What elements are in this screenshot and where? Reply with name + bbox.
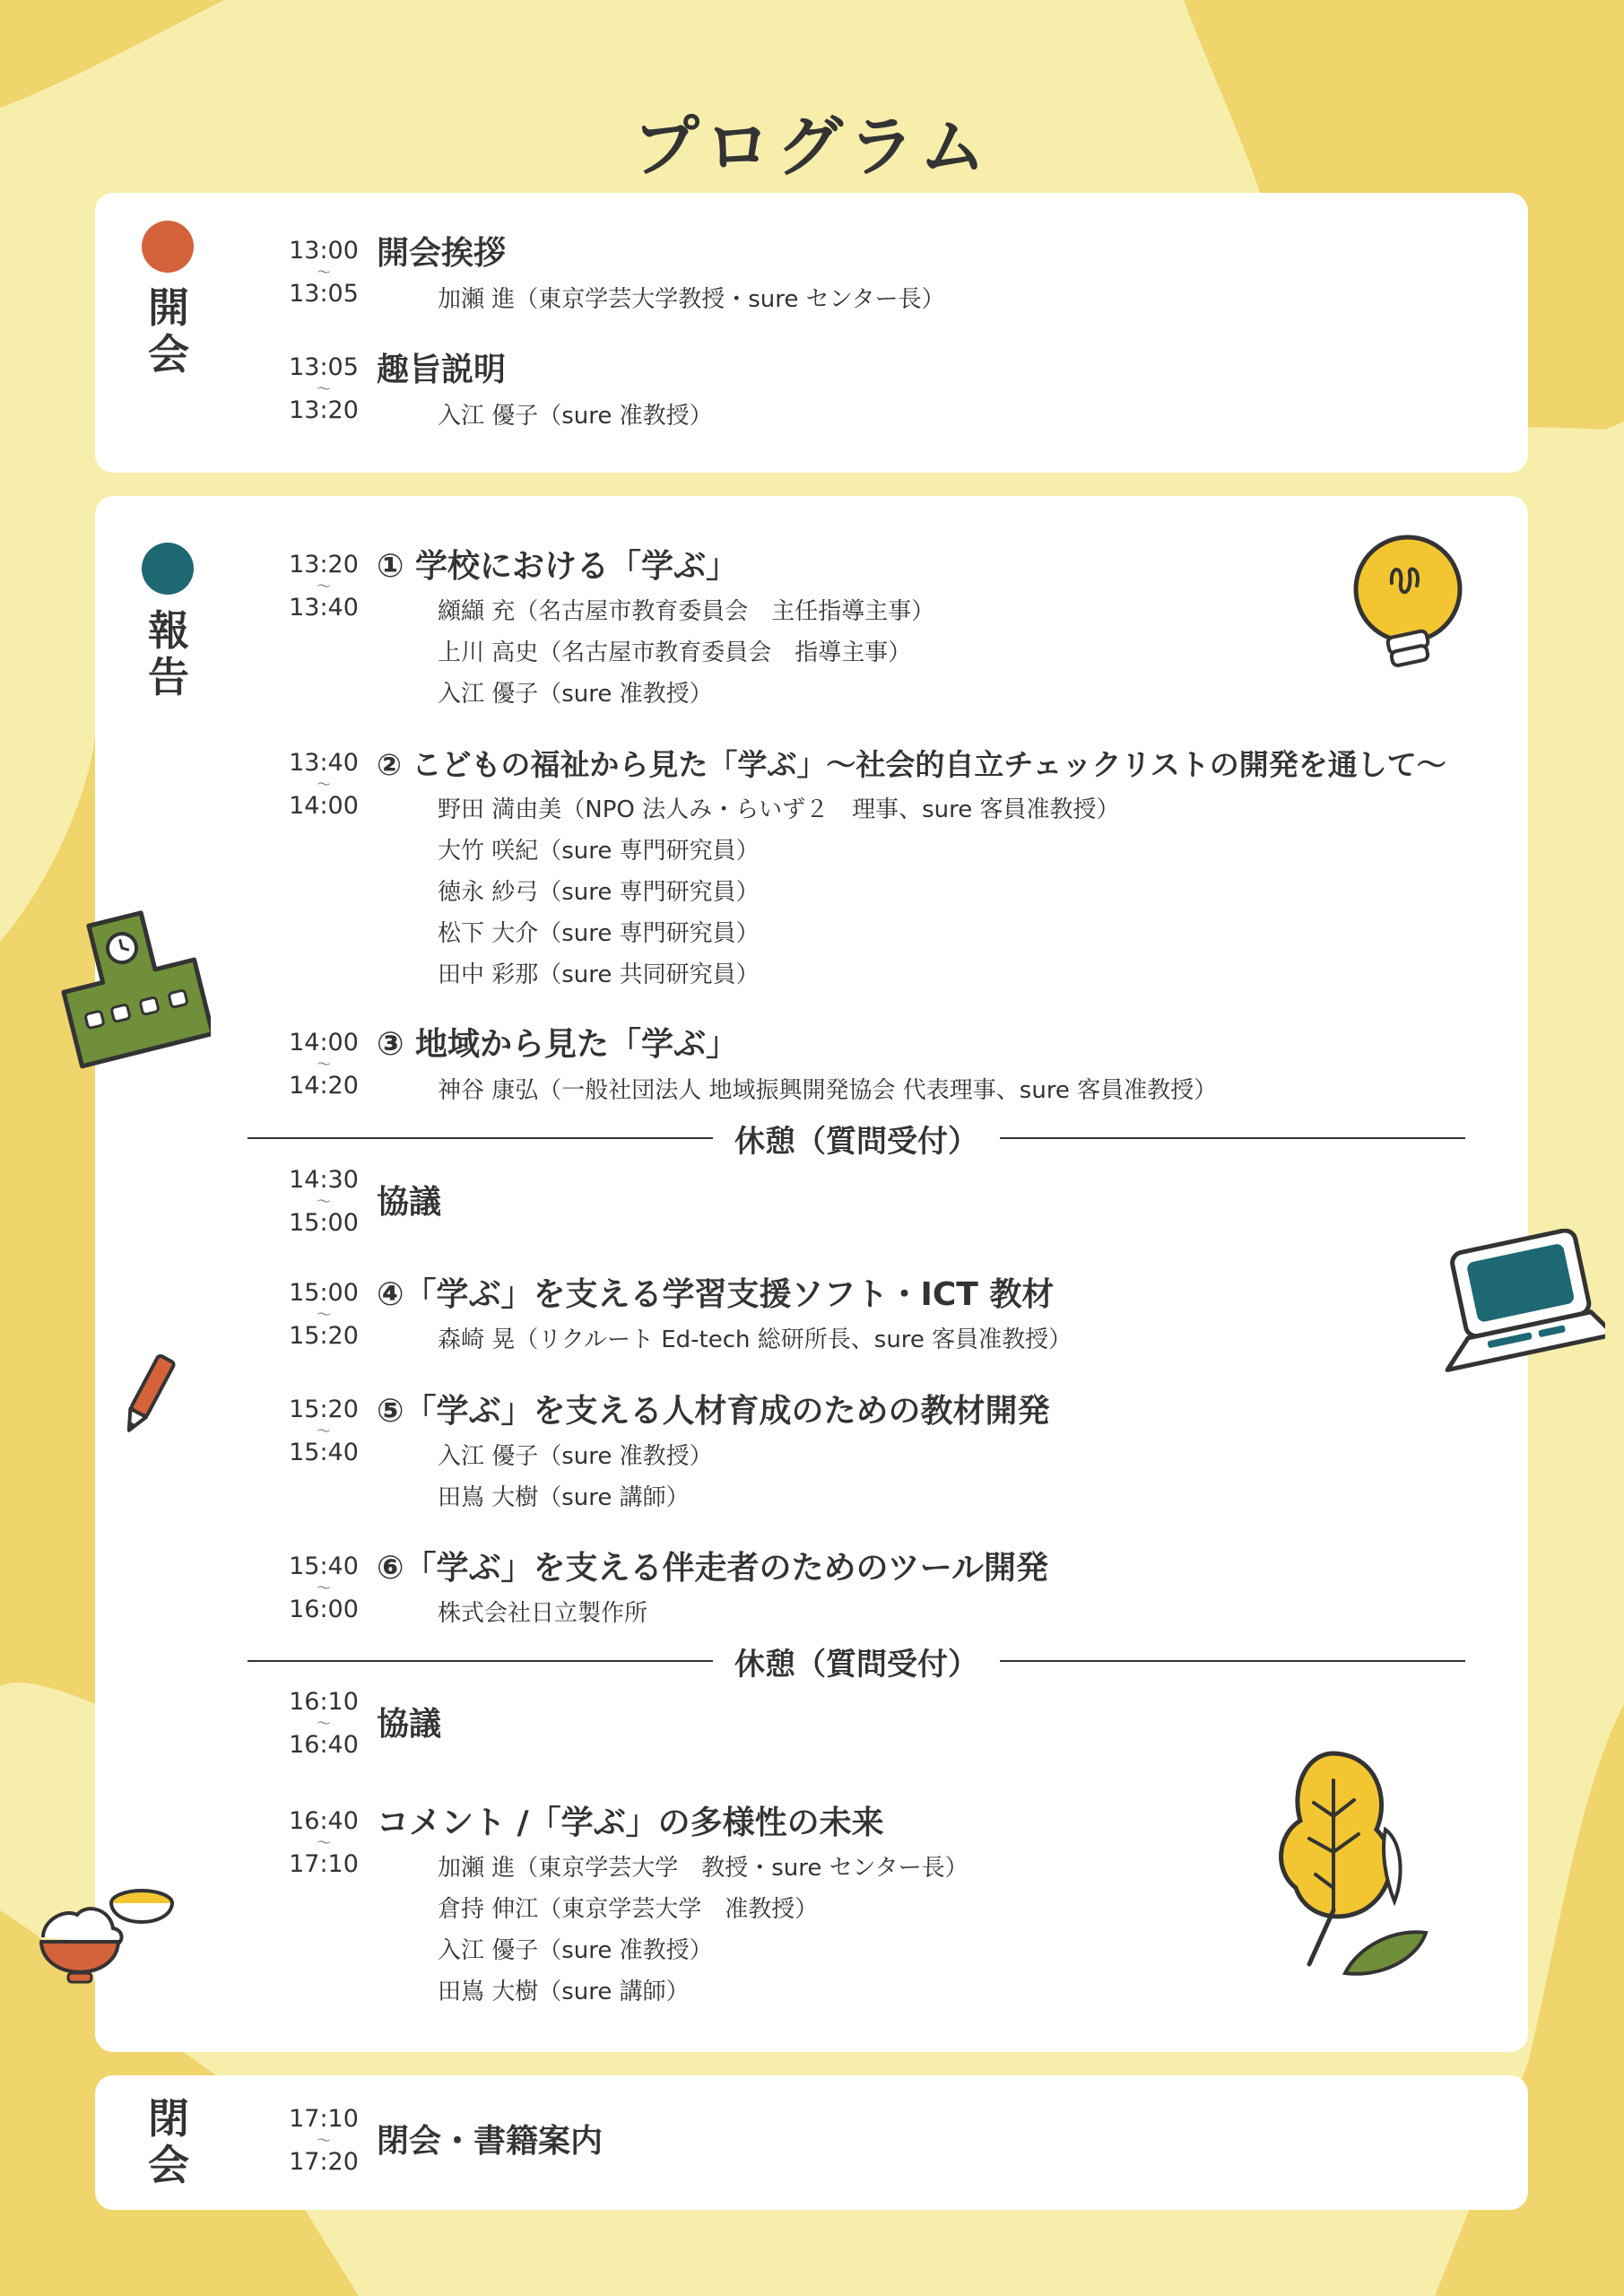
agenda-title: ① 学校における「学ぶ」 — [377, 548, 739, 585]
rice-bowls-icon — [34, 1874, 178, 1991]
speaker: 株式会社日立製作所 — [438, 1600, 648, 1627]
speaker: 大竹 咲紀（sure 専門研究員） — [438, 838, 760, 865]
time-range: 15:00 〜 15:20 — [289, 1279, 359, 1350]
time-range: 16:10 〜 16:40 — [289, 1688, 359, 1759]
agenda-title: コメント /「学ぶ」の多様性の未来 — [377, 1805, 884, 1841]
speaker: 森崎 晃（リクルート Ed-tech 総研所長、sure 客員准教授） — [438, 1326, 1073, 1353]
speaker: 入江 優子（sure 准教授） — [438, 403, 713, 430]
speaker: 田中 彩那（sure 共同研究員） — [438, 961, 760, 988]
agenda-title: ③ 地域から見た「学ぶ」 — [377, 1026, 739, 1063]
speaker: 田嶌 大樹（sure 講師） — [438, 1484, 690, 1511]
pencil-icon — [117, 1350, 179, 1439]
speaker: 田嶌 大樹（sure 講師） — [438, 1979, 690, 2005]
speaker: 野田 満由美（NPO 法人み・らいず２ 理事、sure 客員准教授） — [438, 796, 1120, 823]
time-range: 15:20 〜 15:40 — [289, 1396, 359, 1466]
agenda-title: 協議 — [377, 1706, 442, 1743]
time-range: 13:00 〜 13:05 — [289, 237, 359, 308]
speaker: 徳永 紗弓（sure 専門研究員） — [438, 879, 760, 906]
time-range: 13:40 〜 14:00 — [289, 749, 359, 820]
opening-dot — [142, 221, 194, 273]
report-dot — [142, 543, 194, 595]
agenda-title: 趣旨説明 — [377, 352, 507, 388]
school-building-icon — [49, 895, 211, 1070]
agenda-title: ⑥「学ぶ」を支える伴走者のためのツール開発 — [377, 1550, 1049, 1587]
agenda-title: 協議 — [377, 1184, 442, 1221]
agenda-title: 開会挨拶 — [377, 235, 507, 272]
time-range: 17:10 〜 17:20 — [289, 2105, 359, 2176]
laptop-icon — [1426, 1229, 1605, 1377]
speaker: 倉持 伸江（東京学芸大学 准教授） — [438, 1896, 819, 1923]
speaker: 上川 高史（名古屋市教育委員会 指導主事） — [438, 639, 912, 666]
leaves-icon — [1260, 1744, 1439, 1978]
opening-label: 開会 — [148, 283, 189, 378]
lightbulb-icon — [1345, 534, 1471, 677]
time-range: 14:30 〜 15:00 — [289, 1166, 359, 1237]
agenda-title: ② こどもの福祉から見た「学ぶ」〜社会的自立チェックリストの開発を通して〜 — [377, 747, 1446, 782]
page-title: プログラム — [632, 109, 992, 186]
speaker: 入江 優子（sure 准教授） — [438, 1937, 713, 1964]
agenda-title: 閉会・書籍案内 — [377, 2123, 604, 2160]
time-range: 16:40 〜 17:10 — [289, 1807, 359, 1878]
time-range: 14:00 〜 14:20 — [289, 1029, 359, 1100]
time-range: 13:05 〜 13:20 — [289, 353, 359, 424]
speaker: 入江 優子（sure 准教授） — [438, 1443, 713, 1470]
opening-section — [95, 193, 1528, 473]
closing-section — [95, 2075, 1528, 2210]
speaker: 松下 大介（sure 専門研究員） — [438, 920, 760, 947]
speaker: 加瀬 進（東京学芸大学 教授・sure センター長） — [438, 1855, 968, 1882]
break-divider: 休憩（質問受付） — [248, 1641, 1465, 1681]
time-range: 13:20 〜 13:40 — [289, 551, 359, 622]
report-label: 報告 — [148, 606, 189, 701]
agenda-title: ④「学ぶ」を支える学習支援ソフト・ICT 教材 — [377, 1276, 1055, 1313]
closing-label: 閉会 — [148, 2094, 189, 2189]
time-range: 15:40 〜 16:00 — [289, 1552, 359, 1623]
speaker: 纐纈 充（名古屋市教育委員会 主任指導主事） — [438, 598, 935, 625]
speaker: 加瀬 進（東京学芸大学教授・sure センター長） — [438, 286, 945, 313]
speaker: 入江 優子（sure 准教授） — [438, 681, 713, 708]
agenda-title: ⑤「学ぶ」を支える人材育成のための教材開発 — [377, 1393, 1050, 1430]
speaker: 神谷 康弘（一般社団法人 地域振興開発協会 代表理事、sure 客員准教授） — [438, 1077, 1218, 1104]
break-divider: 休憩（質問受付） — [248, 1118, 1465, 1158]
